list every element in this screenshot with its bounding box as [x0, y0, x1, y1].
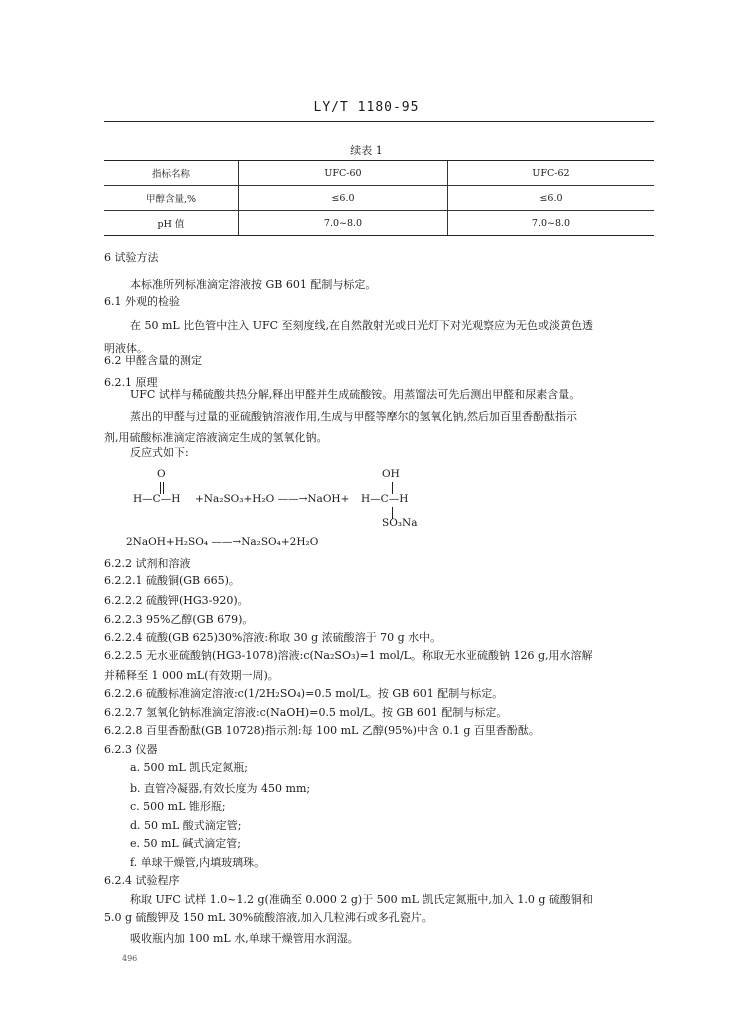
- table-cell: ≤6.0: [239, 186, 448, 211]
- table-cell: 甲醇含量,%: [104, 186, 239, 211]
- text-line: 6.2.2.1 硫酸铜(GB 665)。: [104, 574, 240, 587]
- table-cell: UFC-62: [448, 161, 655, 186]
- list-item: f. 单球干燥管,内填玻璃珠。: [130, 856, 266, 869]
- page-number: 496: [122, 954, 138, 963]
- header-rule: [104, 121, 654, 122]
- text-line: 明液体。: [104, 342, 148, 355]
- table-cell: 指标名称: [104, 161, 239, 186]
- text-line: 6.2.2.2 硫酸钾(HG3-920)。: [104, 594, 249, 607]
- section-heading: 6.2.3 仪器: [104, 743, 158, 756]
- section-heading: 6.2 甲醛含量的测定: [104, 354, 202, 367]
- table-cell: ≤6.0: [448, 186, 655, 211]
- table-caption: 续表 1: [350, 144, 383, 157]
- formula-hydroxyl: OH: [382, 468, 400, 480]
- text-line: 称取 UFC 试样 1.0~1.2 g(准确至 0.000 2 g)于 500 mL 凯氏定氮瓶中,加入 1.0 g 硫酸铜和: [130, 893, 593, 906]
- table-cell: 7.0~8.0: [448, 211, 655, 236]
- formula-product: H—C—H: [361, 493, 409, 505]
- formula-formaldehyde: H—C—H: [133, 493, 181, 505]
- section-heading: 6.2.4 试验程序: [104, 874, 180, 887]
- list-item: e. 50 mL 碱式滴定管;: [130, 837, 241, 850]
- list-item: b. 直管冷凝器,有效长度为 450 mm;: [130, 782, 311, 795]
- table-row: [104, 161, 654, 186]
- spec-table: [104, 160, 654, 236]
- text-line: 反应式如下:: [130, 446, 189, 459]
- formula-sulfonate: SO₃Na: [382, 517, 418, 529]
- text-line: 吸收瓶内加 100 mL 水,单球干燥管用水润湿。: [130, 932, 359, 945]
- section-heading: 6.2.1 原理: [104, 376, 158, 389]
- text-line: 并稀释至 1 000 mL(有效期一周)。: [104, 669, 279, 682]
- list-item: c. 500 mL 锥形瓶;: [130, 800, 226, 813]
- table-cell: 7.0~8.0: [239, 211, 448, 236]
- text-line: 6.2.2.4 硫酸(GB 625)30%溶液:称取 30 g 浓硫酸溶于 70 g 水中。: [104, 631, 442, 644]
- table-row: [104, 211, 654, 236]
- formula-neutralization: 2NaOH+H₂SO₄ ——→Na₂SO₄+2H₂O: [126, 536, 319, 548]
- text-line: 蒸出的甲醛与过量的亚硫酸钠溶液作用,生成与甲醛等摩尔的氢氧化钠,然后加百里香酚酞指示: [130, 410, 577, 423]
- text-line: 5.0 g 硫酸钾及 150 mL 30%硫酸溶液,加入几粒沸石或多孔瓷片。: [104, 911, 433, 924]
- text-line: 本标准所列标准滴定溶液按 GB 601 配制与标定。: [130, 278, 377, 291]
- table-cell: pH 值: [104, 211, 239, 236]
- section-heading: 6 试验方法: [104, 251, 159, 264]
- text-line: UFC 试样与稀硫酸共热分解,释出甲醛并生成硫酸铵。用蒸馏法可先后测出甲醛和尿素含量。: [130, 388, 581, 401]
- text-line: 在 50 mL 比色管中注入 UFC 至刻度线,在自然散射光或日光灯下对光观察应为无色或淡黄色透: [130, 319, 594, 332]
- list-item: a. 500 mL 凯氏定氮瓶;: [130, 761, 248, 774]
- text-line: 6.2.2.5 无水亚硫酸钠(HG3-1078)溶液:c(Na₂SO₃)=1 mol/L。称取无水亚硫酸钠 126 g,用水溶解: [104, 649, 593, 662]
- table-cell: UFC-60: [239, 161, 448, 186]
- text-line: 剂,用硫酸标准滴定溶液滴定生成的氢氧化钠。: [104, 431, 328, 444]
- text-line: 6.2.2.6 硫酸标准滴定溶液:c(1/2H₂SO₄)=0.5 mol/L。按 GB 601 配制与标定。: [104, 687, 504, 700]
- formula-oxygen: O: [157, 468, 166, 480]
- section-heading: 6.2.2 试剂和溶液: [104, 557, 191, 570]
- section-heading: 6.1 外观的检验: [104, 295, 180, 308]
- text-line: 6.2.2.7 氢氧化钠标准滴定溶液:c(NaOH)=0.5 mol/L。按 GB 601 配制与标定。: [104, 706, 508, 719]
- standard-code: LY/T 1180-95: [313, 100, 420, 115]
- table-row: [104, 186, 654, 211]
- list-item: d. 50 mL 酸式滴定管;: [130, 819, 242, 832]
- text-line: 6.2.2.3 95%乙醇(GB 679)。: [104, 613, 254, 626]
- text-line: 6.2.2.8 百里香酚酞(GB 10728)指示剂:每 100 mL 乙醇(95%)中含 0.1 g 百里香酚酞。: [104, 724, 540, 737]
- formula-reagents: +Na₂SO₃+H₂O ——→NaOH+: [195, 493, 350, 505]
